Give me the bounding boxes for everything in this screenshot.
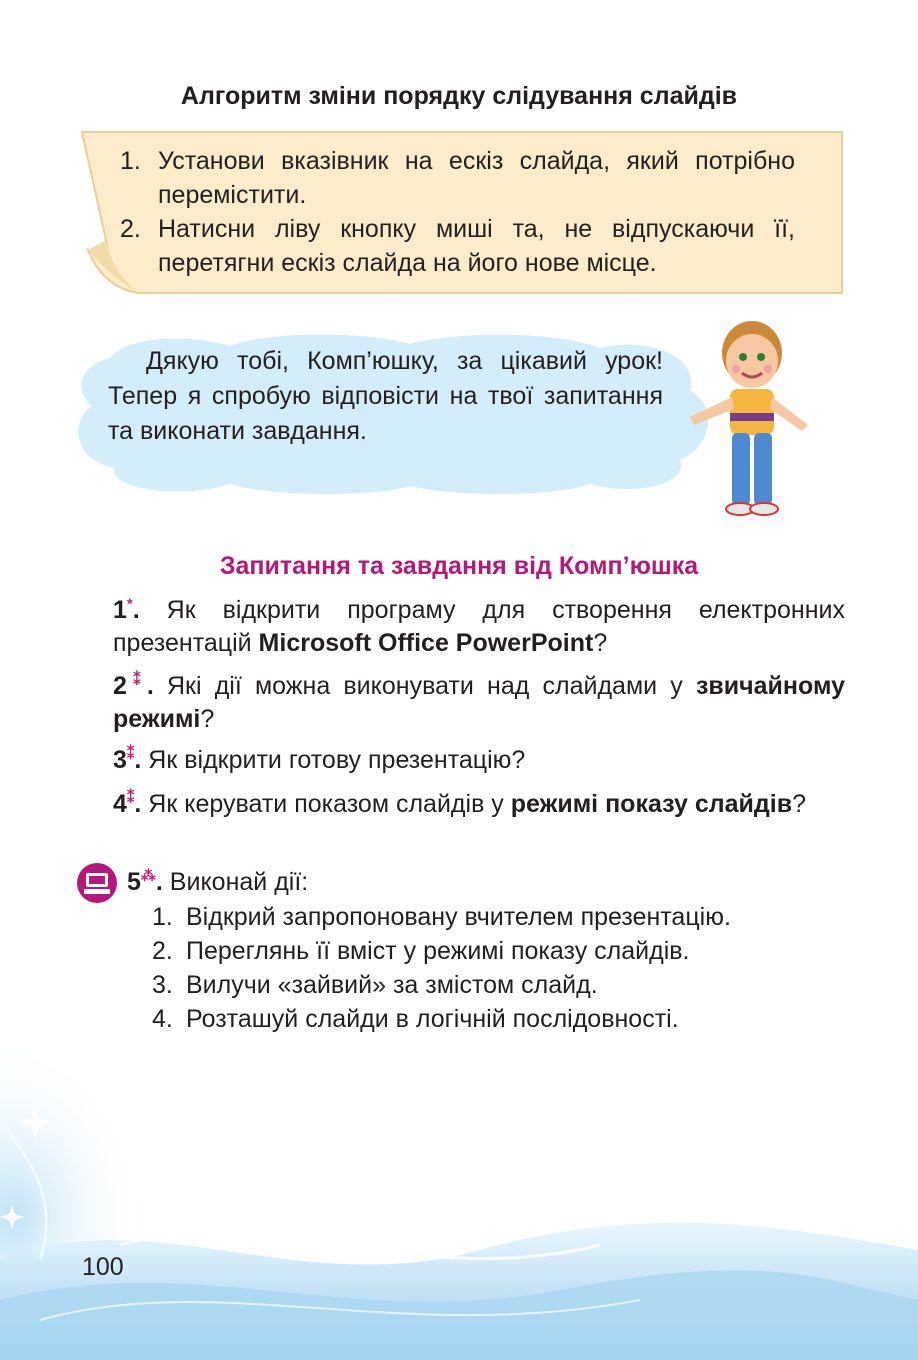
question-4 — [113, 788, 845, 821]
difficulty-mark: ⁂ — [140, 867, 156, 885]
step-number: 2. — [120, 215, 141, 243]
question-dot: . — [146, 672, 154, 700]
task-number: 1. — [152, 903, 173, 931]
task-text: Переглянь її вміст у режимі показу слайдів. — [186, 937, 690, 965]
question-number: 2 — [113, 672, 127, 700]
algorithm-title: Алгоритм зміни порядку слідування слайдів — [180, 82, 738, 110]
task-item — [152, 1002, 852, 1036]
question-5 — [127, 866, 845, 899]
question-text: Як відкрити готову презентацію? — [141, 746, 526, 774]
question-dot: . — [132, 596, 140, 624]
difficulty-mark: * — [126, 595, 133, 613]
question-text: Як керувати показом слайдів у — [141, 790, 511, 818]
task-number: 3. — [152, 971, 173, 999]
question-dot: . — [134, 746, 142, 774]
question-3 — [113, 744, 845, 777]
task-number: 4. — [152, 1005, 173, 1033]
computer-icon — [76, 862, 118, 904]
question-2 — [113, 670, 845, 736]
algorithm-step — [120, 212, 795, 280]
background-wave-decoration — [0, 1000, 918, 1360]
task-item — [152, 934, 852, 968]
question-text-end: ? — [200, 705, 215, 733]
task-text: Вилучи «зайвий» за змістом слайд. — [186, 971, 598, 999]
question-text: Виконай дії: — [162, 868, 309, 896]
question-text: Як відкрити програму для створення електронних презентацій — [113, 596, 845, 657]
difficulty-mark: ⁑ — [126, 789, 135, 807]
question-number: 3 — [113, 746, 127, 774]
difficulty-mark: ⁑ — [126, 671, 147, 689]
question-1 — [113, 594, 845, 660]
task-item — [152, 900, 852, 934]
step-text: Установи вказівник на ескіз слайда, який потрібно перемістити. — [158, 147, 795, 209]
question-dot: . — [155, 868, 163, 896]
question-number: 1 — [113, 596, 127, 624]
boy-character-illustration — [680, 315, 815, 525]
question-number: 4 — [113, 790, 127, 818]
question-bold-text: режимі показу слайдів — [510, 790, 793, 818]
questions-title: Запитання та завдання від Комп’юшка — [219, 552, 699, 580]
question-number: 5 — [127, 868, 141, 896]
task-text: Відкрий запропоновану вчителем презентацію. — [186, 903, 731, 931]
question-dot: . — [134, 790, 142, 818]
step-text: Натисни ліву кнопку миші та, не відпускаючи її, перетягни ескіз слайда на його нове місце. — [158, 215, 795, 277]
question-text-end: ? — [593, 629, 608, 657]
task-item — [152, 968, 852, 1002]
speech-text: Дякую тобі, Комп’юшку, за цікавий урок! Тепер я спробую відповісти на твої запитання та виконати завдання. — [108, 347, 663, 445]
algorithm-step — [120, 144, 795, 212]
question-text-end: ? — [792, 790, 806, 818]
task-list — [152, 900, 852, 1036]
question-bold-text: звичайному режимі — [113, 672, 846, 733]
page-number: 100 — [82, 1253, 124, 1281]
task-number: 2. — [152, 937, 173, 965]
difficulty-mark: ⁑ — [126, 745, 135, 763]
algorithm-steps — [120, 144, 795, 280]
step-number: 1. — [120, 147, 141, 175]
task-text: Розташуй слайди в логічній послідовності. — [186, 1005, 679, 1033]
question-bold-text: Microsoft Office PowerPoint — [258, 629, 594, 657]
question-text: Які дії можна виконувати над слайдами у — [153, 672, 696, 700]
